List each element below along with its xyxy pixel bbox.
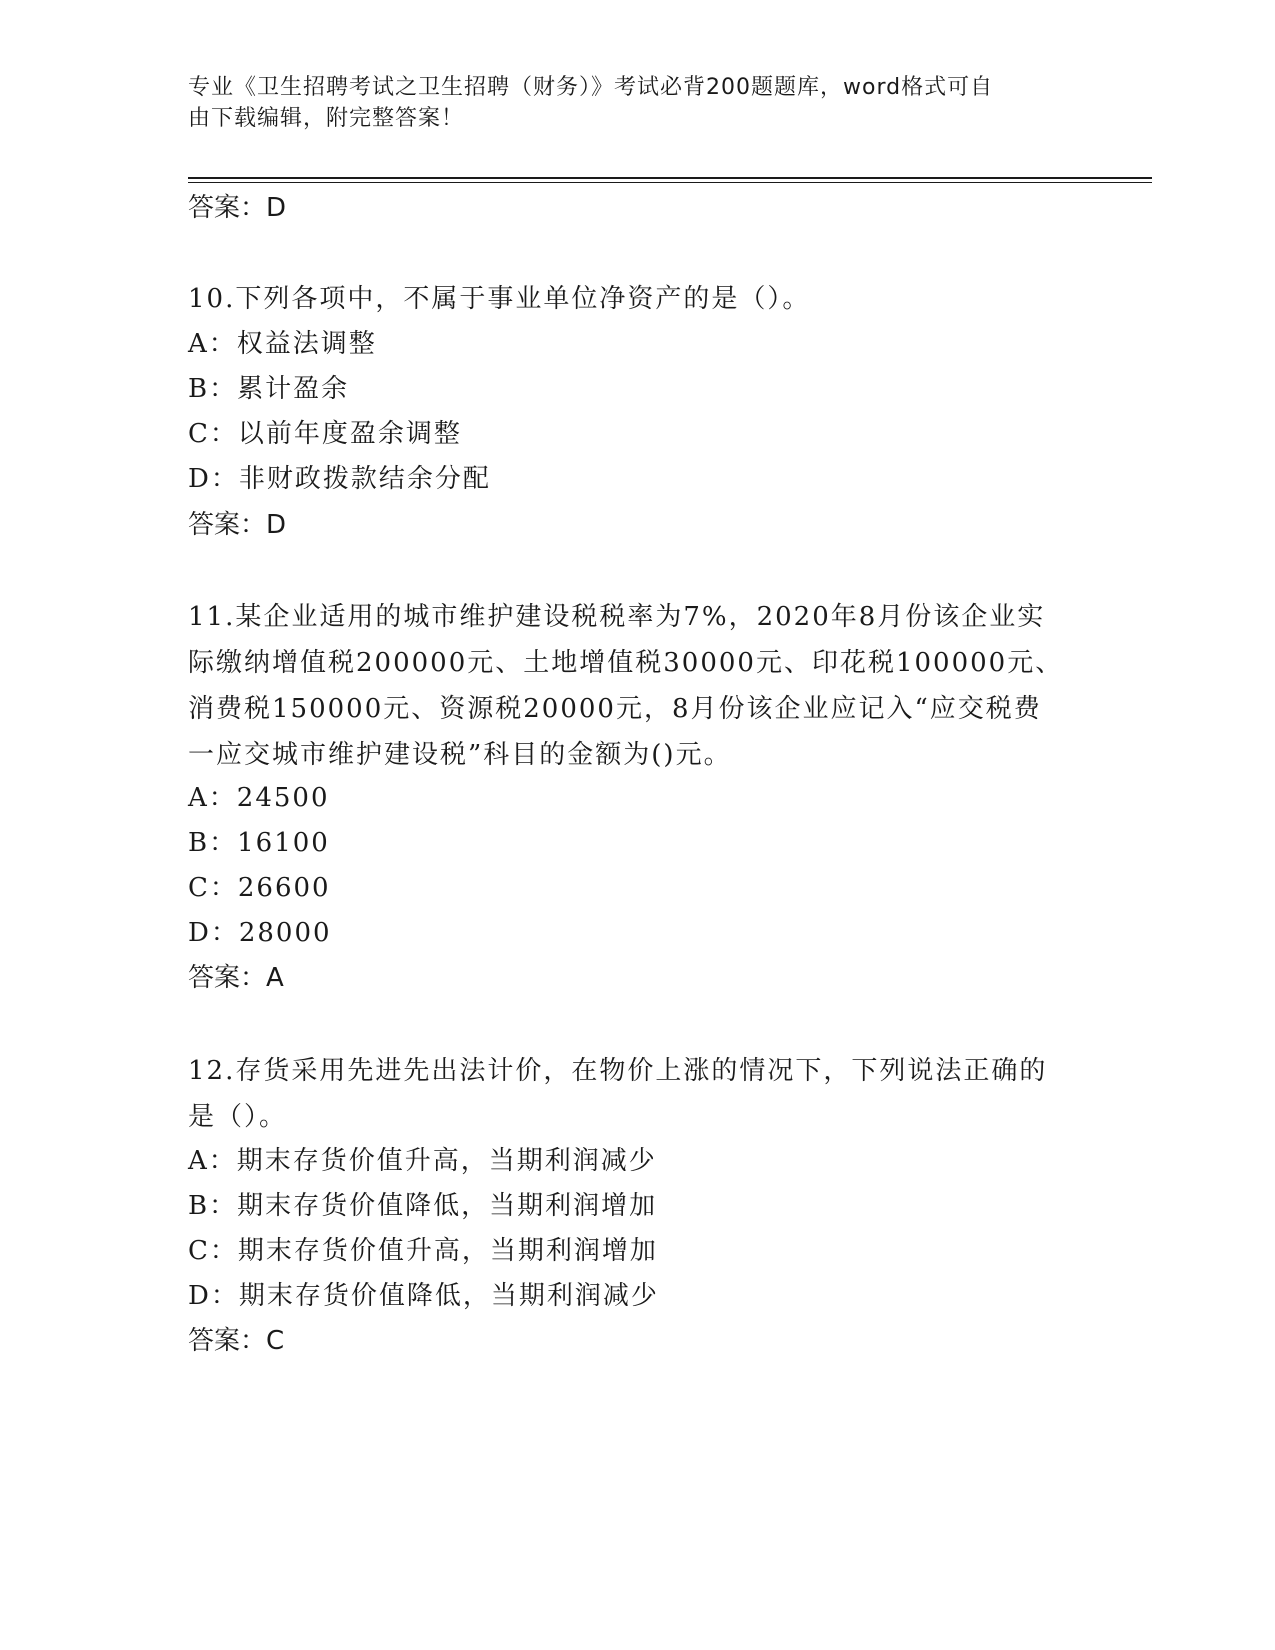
question-10-answer: 答案：D xyxy=(188,510,287,540)
question-11-option-d: D：28000 xyxy=(188,918,332,948)
page-header xyxy=(188,72,1068,134)
question-11-option-c: C：26600 xyxy=(188,873,331,903)
question-10-option-a: A：权益法调整 xyxy=(188,329,377,359)
header-line-1: 专业《卫生招聘考试之卫生招聘（财务）》考试必背200题题库，word格式可自 xyxy=(188,75,994,100)
question-12-option-a: A：期末存货价值升高，当期利润减少 xyxy=(188,1146,657,1176)
question-10-option-d: D：非财政拨款结余分配 xyxy=(188,464,491,494)
question-12-stem xyxy=(188,1048,1088,1140)
question-12-option-d: D：期末存货价值降低，当期利润减少 xyxy=(188,1281,659,1311)
question-10-option-b: B：累计盈余 xyxy=(188,374,350,404)
question-12-stem-line-1: 12.存货采用先进先出法计价，在物价上涨的情况下，下列说法正确的 xyxy=(188,1056,1048,1086)
header-divider-thin xyxy=(188,182,1152,183)
question-11-stem-line-4: 一应交城市维护建设税”科目的金额为()元。 xyxy=(188,740,732,770)
question-12-option-c: C：期末存货价值升高，当期利润增加 xyxy=(188,1236,658,1266)
question-11-stem-line-1: 11.某企业适用的城市维护建设税税率为7%，2020年8月份该企业实 xyxy=(188,602,1046,632)
question-11-option-b: B：16100 xyxy=(188,828,330,858)
header-divider-thick xyxy=(188,177,1152,179)
question-10-option-c: C：以前年度盈余调整 xyxy=(188,419,462,449)
question-10-stem: 10.下列各项中，不属于事业单位净资产的是（）。 xyxy=(188,284,811,314)
question-12-stem-line-2: 是（）。 xyxy=(188,1102,288,1132)
header-line-2: 由下载编辑，附完整答案！ xyxy=(188,106,465,131)
question-11-stem xyxy=(188,594,1088,778)
question-12-option-b: B：期末存货价值降低，当期利润增加 xyxy=(188,1191,658,1221)
question-11-answer: 答案：A xyxy=(188,963,284,993)
question-11-stem-line-2: 际缴纳增值税200000元、土地增值税30000元、印花税100000元、 xyxy=(188,648,1064,678)
answer-prev: 答案：D xyxy=(188,193,287,223)
question-11-stem-line-3: 消费税150000元、资源税20000元，8月份该企业应记入“应交税费 xyxy=(188,694,1042,724)
question-12-answer: 答案：C xyxy=(188,1326,285,1356)
question-11-option-a: A：24500 xyxy=(188,783,330,813)
